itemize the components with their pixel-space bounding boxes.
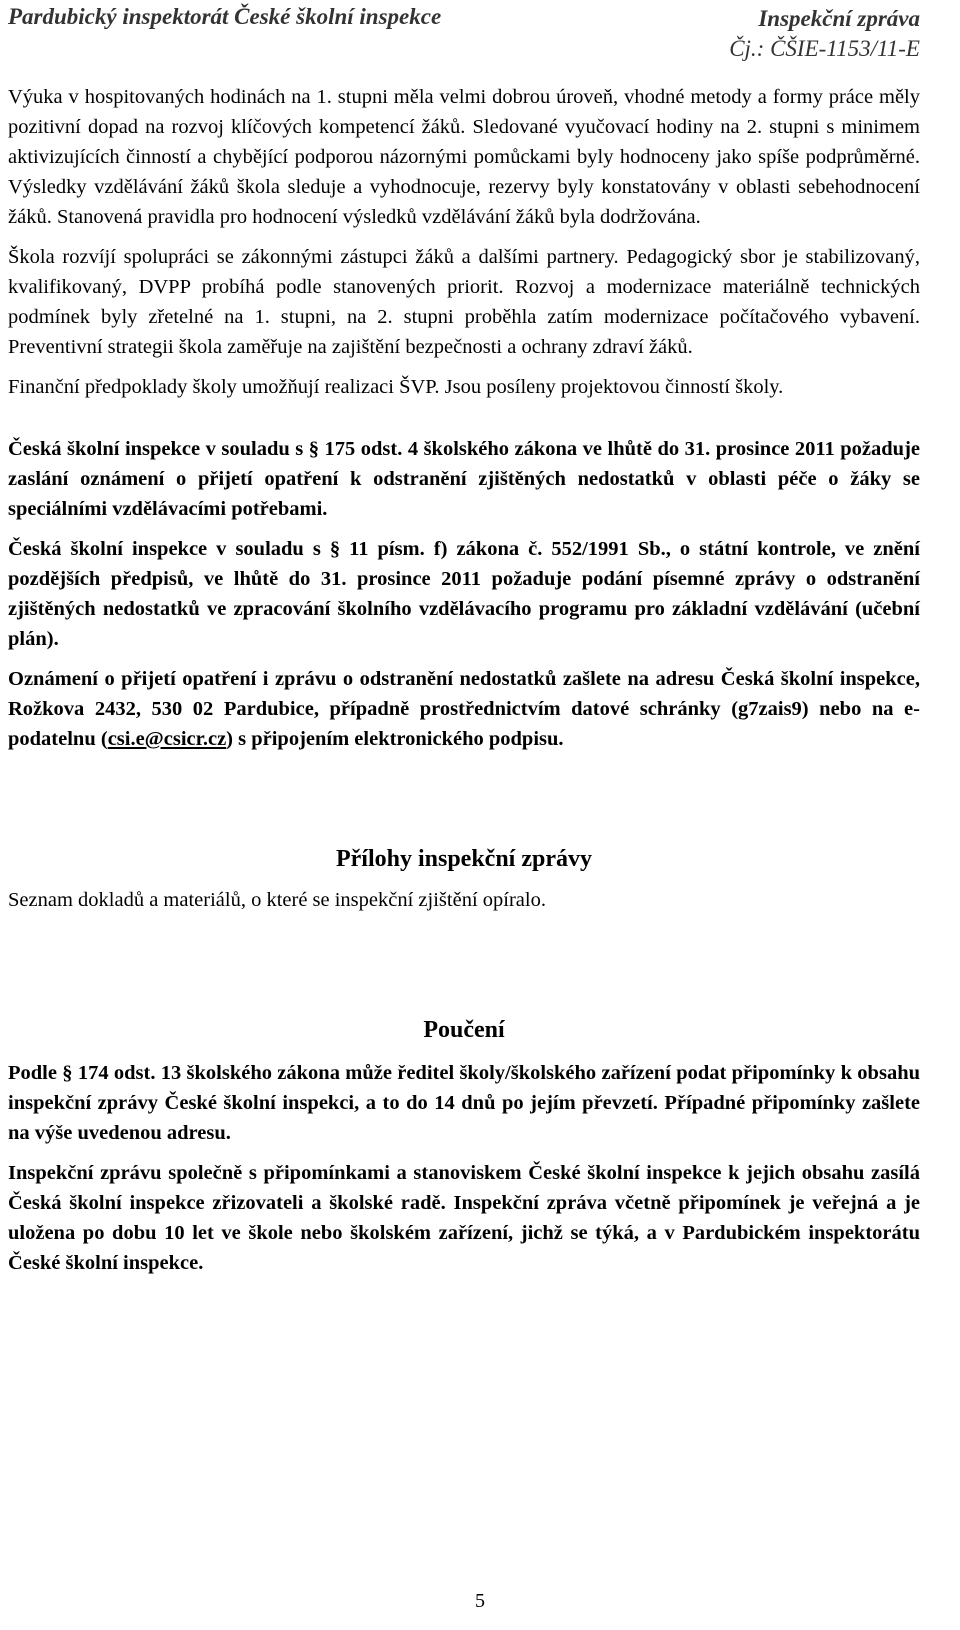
body-paragraph-teaching: Výuka v hospitovaných hodinách na 1. stupni měla velmi dobrou úroveň, vhodné metody a formy práce měly pozitivní dopad na rozvoj klíčových kompetencí žáků. Sledované vyučovací hodiny na 2. stupni s minimem aktivizujících činností a chybějící podporou názornými pomůckami byly hodnoceny jako spíše podprůměrné. Výsledky vzdělávání žáků škola sleduje a vyhodnocuje, rezervy byly konstatovány v oblasti sebehodnocení žáků. Stanovená pravidla pro hodnocení výsledků vzdělávání žáků byla dodržována. xyxy=(8,86,920,228)
instruction-paragraph-2: Inspekční zprávu společně s připomínkami a stanoviskem České školní inspekce k jejich obsahu zasílá Česká školní inspekce zřizovateli a školské radě. Inspekční zpráva včetně připomínek je veřejná a je uložena po dobu 10 let ve škole nebo školském zařízení, jichž se týká, a v Pardubickém inspektorátu České školní inspekce. xyxy=(8,1162,920,1274)
attachments-heading: Přílohy inspekční zprávy xyxy=(335,846,593,872)
notice-text-before: Oznámení o přijetí opatření i zprávu o odstranění nedostatků zašlete na adresu Česká školní inspekce, Rožkova 2432, 530 02 Pardubice, případně prostřednictvím datové schránky (g7zais9) nebo na e-podatelnu ( xyxy=(8,668,920,750)
requirement-paragraph-1: Česká školní inspekce v souladu s § 175 odst. 4 školského zákona ve lhůtě do 31. prosince 2011 požaduje zaslání oznámení o přijetí opatření k odstranění zjištěných nedostatků v oblasti péče o žáky se speciálními vzdělávacími potřebami. xyxy=(8,438,920,520)
body-paragraph-cooperation: Škola rozvíjí spolupráci se zákonnými zástupci žáků a dalšími partnery. Pedagogický sbor je stabilizovaný, kvalifikovaný, DVPP probíhá podle stanovených priorit. Rozvoj a modernizace materiálně technických podmínek byly zřetelné na 1. stupni, na 2. stupni proběhla zatím modernizace počítačového vybavení. Preventivní strategii škola zaměřuje na zajištění bezpečnosti a ochrany zdraví žáků. xyxy=(8,246,920,358)
email-link[interactable]: csi.e@csicr.cz xyxy=(107,728,227,750)
notice-text-after: ) s připojením elektronického podpisu. xyxy=(226,728,564,750)
header-report-title: Inspekční zpráva xyxy=(758,6,920,31)
requirements-section xyxy=(8,434,920,754)
notice-paragraph xyxy=(8,664,920,754)
requirement-paragraph-2: Česká školní inspekce v souladu s § 11 písm. f) zákona č. 552/1991 Sb., o státní kontrole, ve znění pozdějších předpisů, ve lhůtě do 31. prosince 2011 požaduje podání písemné zprávy o odstranění zjištěných nedostatků ve zpracování školního vzdělávacího programu pro základní vzdělávání (učební plán). xyxy=(8,538,920,650)
instruction-heading: Poučení xyxy=(423,1017,505,1043)
header-report-info xyxy=(729,4,920,64)
header-reference-number: Čj.: ČŠIE-1153/11-E xyxy=(729,36,920,61)
instruction-section xyxy=(8,1058,920,1278)
attachments-section xyxy=(8,885,920,915)
body-paragraph-finance: Finanční předpoklady školy umožňují realizaci ŠVP. Jsou posíleny projektovou činností školy. xyxy=(8,376,784,398)
page-header xyxy=(8,0,920,62)
evaluation-section xyxy=(8,82,920,402)
header-inspectorate: Pardubický inspektorát České školní inspekce xyxy=(8,4,442,29)
page-number: 5 xyxy=(475,1590,485,1612)
instruction-paragraph-1: Podle § 174 odst. 13 školského zákona může ředitel školy/školského zařízení podat připomínky k obsahu inspekční zprávy České školní inspekci, a to do 14 dnů po jejím převzetí. Případné připomínky zašlete na výše uvedenou adresu. xyxy=(8,1062,920,1144)
attachments-text: Seznam dokladů a materiálů, o které se inspekční zjištění opíralo. xyxy=(8,889,546,911)
